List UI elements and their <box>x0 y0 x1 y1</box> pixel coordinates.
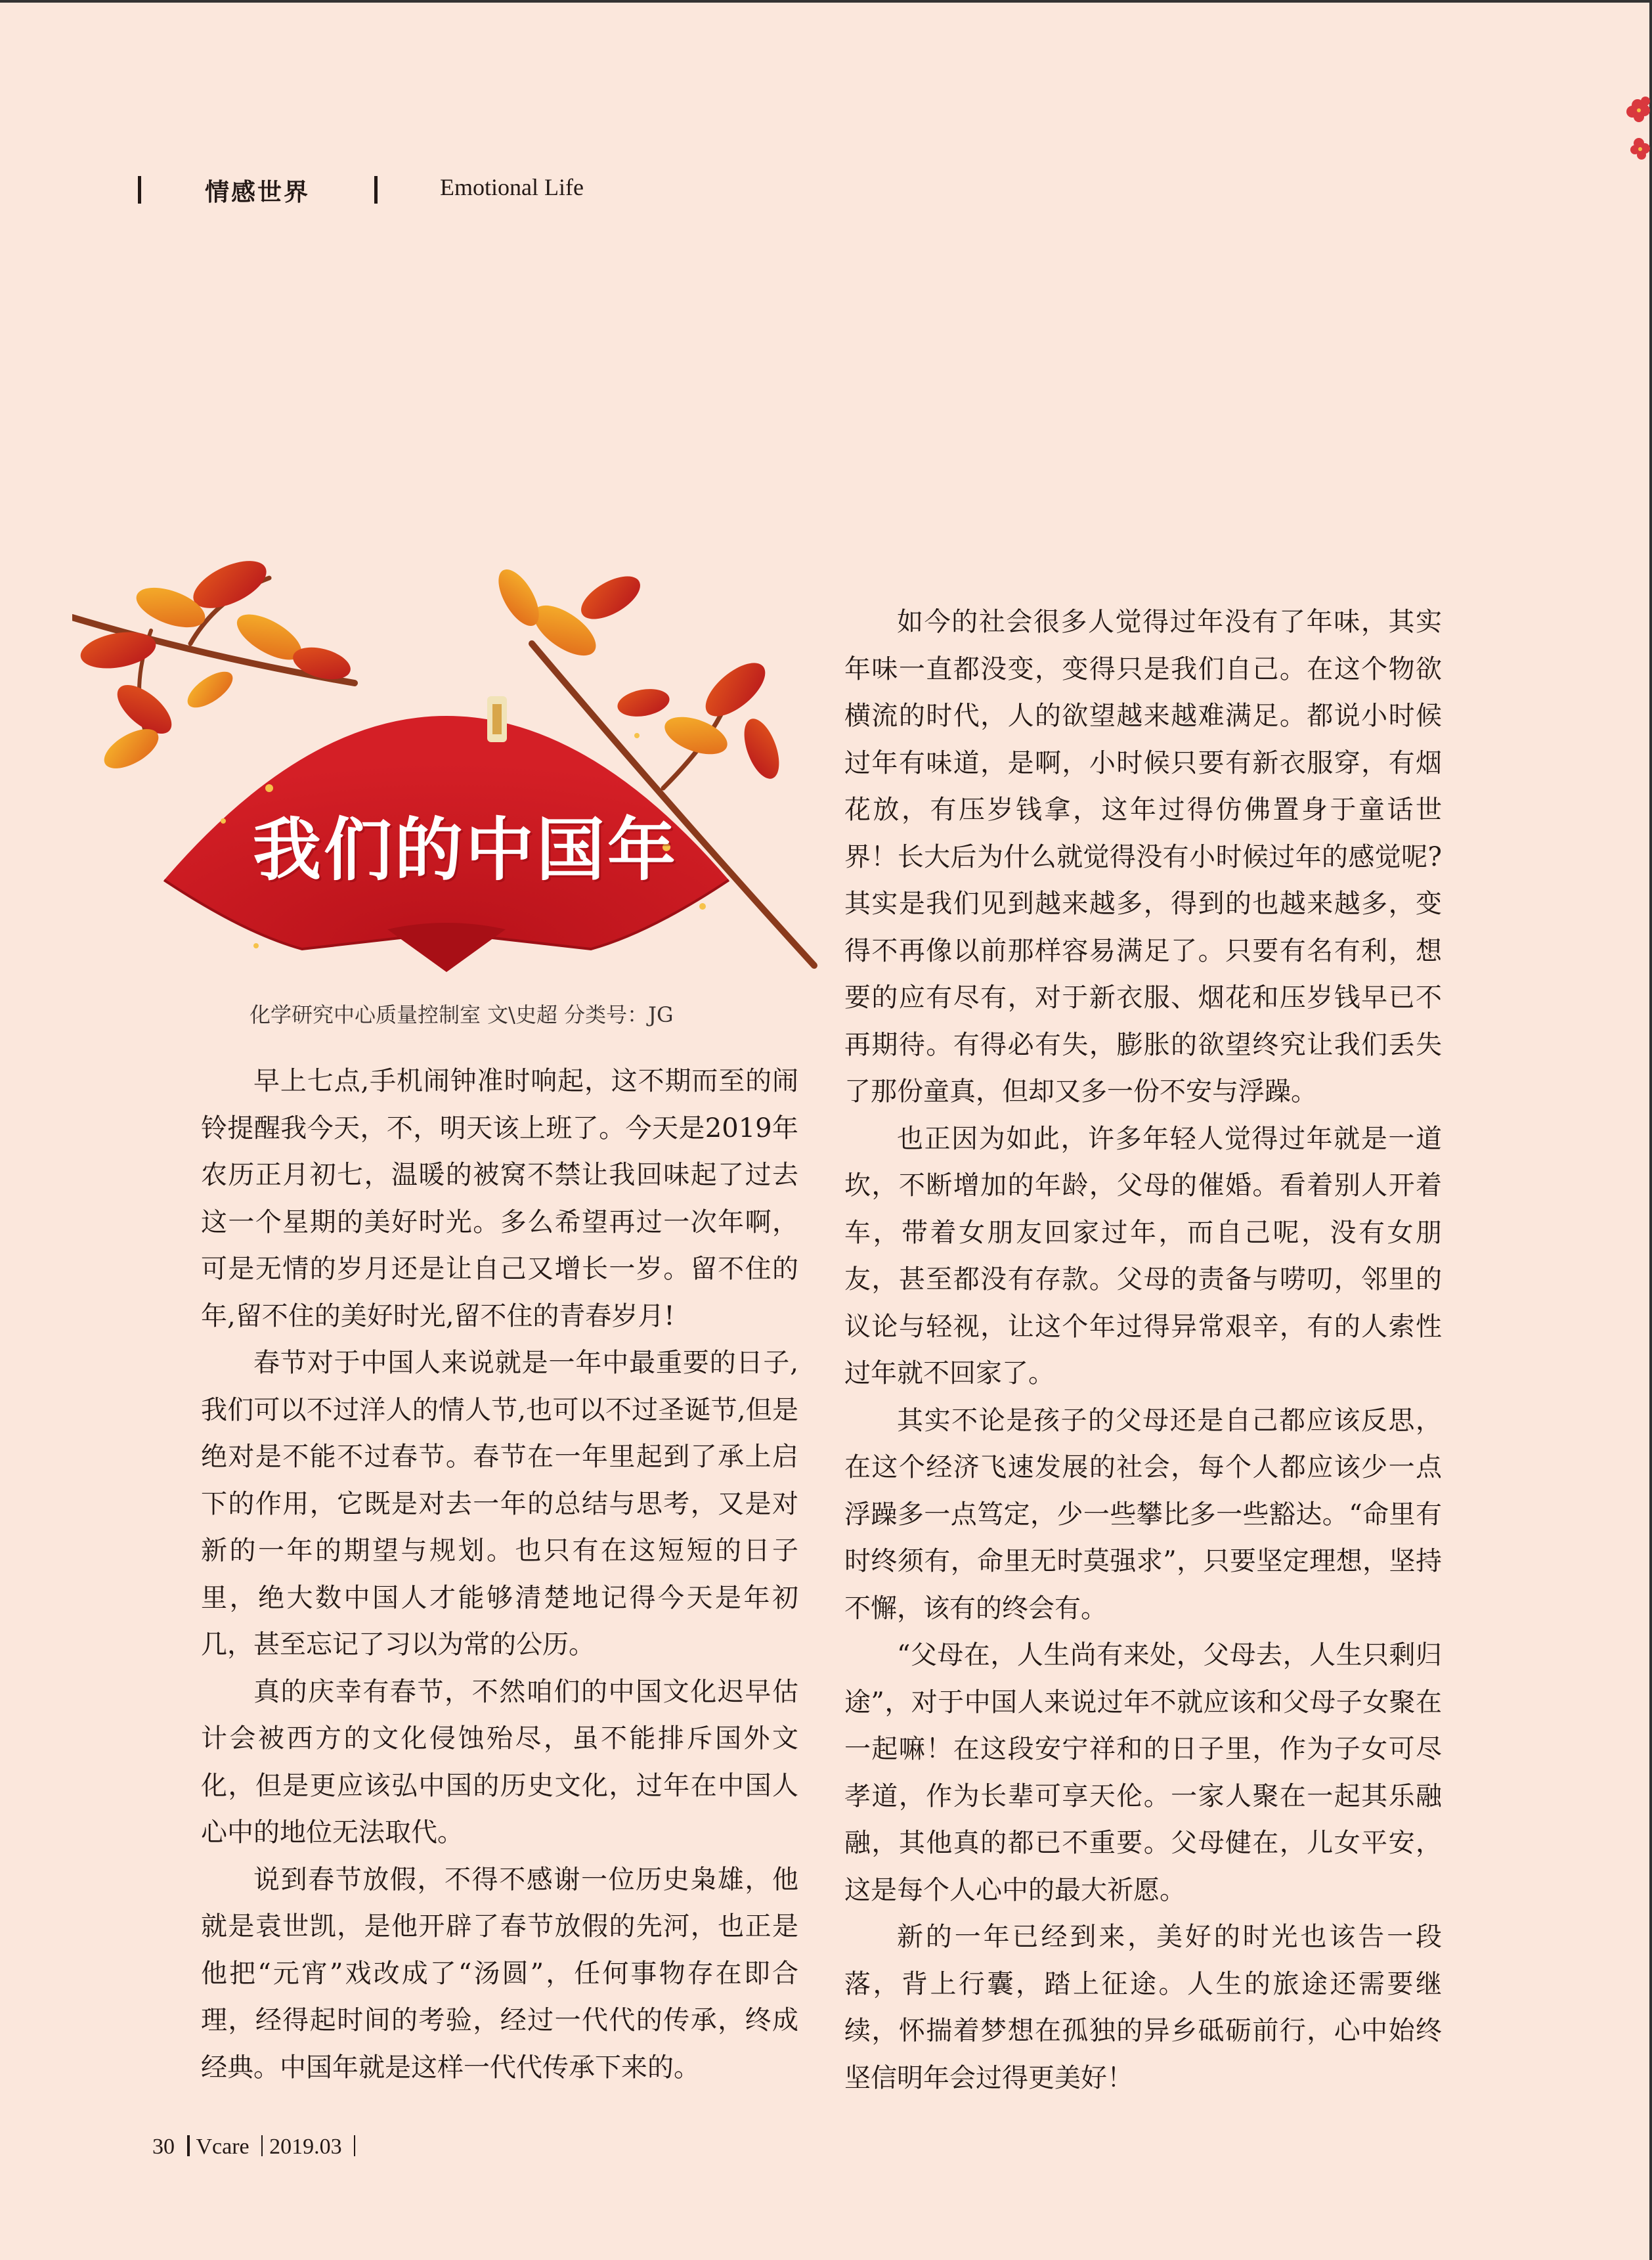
page-footer <box>152 2135 362 2160</box>
left-column <box>201 1058 798 2091</box>
paragraph: “父母在，人生尚有来处，父母去，人生只剩归途”，对于中国人来说过年不就应该和父母子女聚在一起嘛！在这段安宁祥和的日子里，作为子女可尽孝道，作为长辈可享天伦。一家人聚在一起其乐融融，其他真的都已不重要。父母健在，儿女平安，这是每个人心中的最大祈愿。 <box>844 1640 1442 1905</box>
issue-date: 2019.03 <box>269 2135 342 2159</box>
paragraph: 早上七点,手机闹钟准时响起，这不期而至的闹铃提醒我今天，不，明天该上班了。今天是2019年农历正月初七，温暖的被窝不禁让我回味起了过去这一个星期的美好时光。多么希望再过一次年啊，可是无情的岁月还是让自己又增长一岁。留不住的年,留不住的美好时光,留不住的青春岁月! <box>201 1066 798 1331</box>
header-bar-right <box>374 176 378 204</box>
article-title: 我们的中国年 <box>253 810 679 890</box>
header-bar-left <box>138 176 141 204</box>
red-fan-illustration <box>72 539 834 972</box>
paragraph: 也正因为如此，许多年轻人觉得过年就是一道坎，不断增加的年龄，父母的催婚。看着别人开着车，带着女朋友回家过年，而自己呢，没有女朋友，甚至都没有存款。父母的责备与唠叨，邻里的议论与轻视，让这个年过得异常艰辛，有的人索性过年就不回家了。 <box>844 1123 1442 1388</box>
footer-separator <box>187 2135 190 2156</box>
magazine-name: Vcare <box>196 2135 250 2159</box>
plum-blossom-icon <box>1622 92 1652 171</box>
paragraph: 如今的社会很多人觉得过年没有了年味，其实年味一直都没变，变得只是我们自己。在这个物欲横流的时代，人的欲望越来越难满足。都说小时候过年有味道，是啊，小时候只要有新衣服穿，有烟花放，有压岁钱拿，这年过得仿佛置身于童话世界！长大后为什么就觉得没有小时候过年的感觉呢?其实是我们见到越来越多，得到的也越来越多，变得不再像以前那样容易满足了。只要有名有利，想要的应有尽有，对于新衣服、烟花和压岁钱早已不再期待。有得必有失，膨胀的欲望终究让我们丢失了那份童真，但却又多一份不安与浮躁。 <box>844 607 1442 1107</box>
right-column <box>844 599 1442 2102</box>
paragraph: 春节对于中国人来说就是一年中最重要的日子,我们可以不过洋人的情人节,也可以不过圣诞节,但是绝对是不能不过春节。春节在一年里起到了承上启下的作用，它既是对去一年的总结与思考，又是对新的一年的期望与规划。也只有在这短短的日子里，绝大数中国人才能够清楚地记得今天是年初几，甚至忘记了习以为常的公历。 <box>201 1348 798 1660</box>
footer-separator <box>261 2135 263 2156</box>
paragraph: 真的庆幸有春节，不然咱们的中国文化迟早估计会被西方的文化侵蚀殆尽，虽不能排斥国外文化，但是更应该弘中国的历史文化，过年在中国人心中的地位无法取代。 <box>201 1676 798 1848</box>
article-byline: 化学研究中心质量控制室 文\史超 分类号：JG <box>250 1002 674 1027</box>
section-header <box>0 172 788 211</box>
section-title-en: Emotional Life <box>440 174 584 200</box>
section-title-cn: 情感世界 <box>205 178 310 206</box>
page-number: 30 <box>152 2135 175 2159</box>
paragraph: 新的一年已经到来，美好的时光也该告一段落，背上行囊，踏上征途。人生的旅途还需要继续，怀揣着梦想在孤独的异乡砥砺前行，心中始终坚信明年会过得更美好！ <box>844 1922 1442 2093</box>
paragraph: 其实不论是孩子的父母还是自己都应该反思，在这个经济飞速发展的社会，每个人都应该少一点浮躁多一点笃定，少一些攀比多一些豁达。“命里有时终须有，命里无时莫强求”，只要坚定理想，坚持不懈，该有的终会有。 <box>844 1405 1442 1624</box>
paragraph: 说到春节放假，不得不感谢一位历史枭雄，他就是袁世凯，是他开辟了春节放假的先河，也正是他把“元宵”戏改成了“汤圆”，任何事物存在即合理，经得起时间的考验，经过一代代的传承，终成经典。中国年就是这样一代代传承下来的。 <box>201 1864 798 2083</box>
footer-separator <box>354 2135 355 2156</box>
